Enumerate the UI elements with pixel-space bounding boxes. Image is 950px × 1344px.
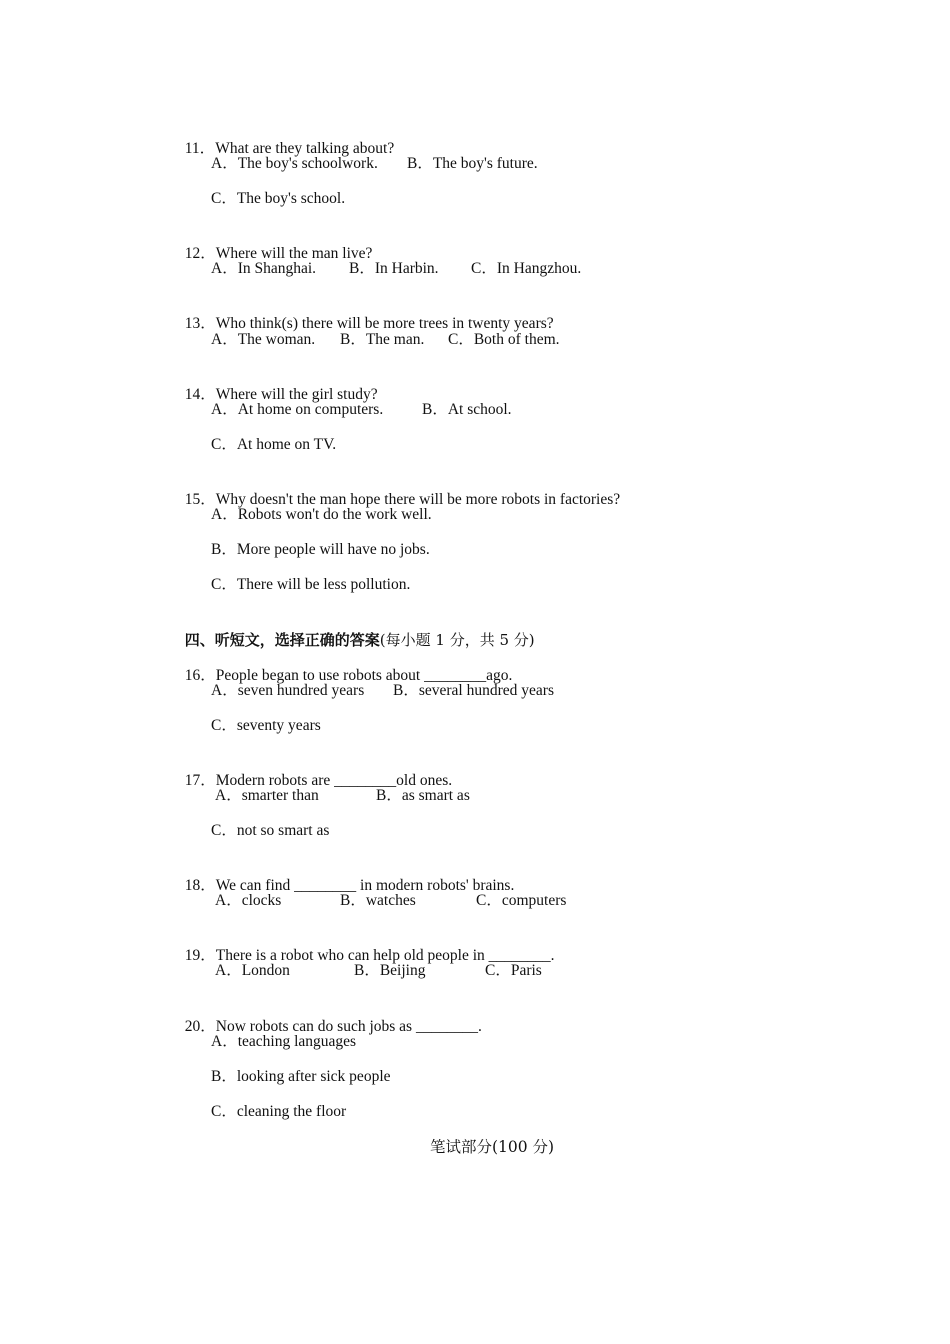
option-17-a: A．smarter than [215,787,319,804]
question-19 [177,926,555,966]
question-number: 11． [184,140,216,157]
option-12-c: C．In Hangzhou. [471,260,582,277]
question-12 [177,224,372,264]
option-12-a: A．In Shanghai. [211,260,317,277]
option-16-c: C．seventy years [211,717,321,734]
question-number: 16． [184,667,216,684]
question-text: Who think(s) there will be more trees in twenty years? [215,315,554,332]
option-17-c: C．not so smart as [211,822,330,839]
option-20-a: A．teaching languages [211,1033,357,1050]
question-number: 18． [184,877,216,894]
question-11 [177,119,394,159]
option-14-c: C．At home on TV. [211,436,337,453]
option-14-b: B．At school. [422,401,512,418]
question-text: Why doesn't the man hope there will be more robots in factories? [215,491,621,508]
question-number: 20． [184,1018,216,1035]
option-19-b: B．Beijing [354,962,426,979]
question-20 [177,997,482,1037]
option-15-a: A．Robots won't do the work well. [211,506,432,523]
question-number: 19． [184,947,216,964]
question-14 [177,365,378,405]
option-11-b: B．The boy's future. [407,155,538,172]
option-18-a: A．clocks [215,892,282,909]
option-16-b: B．several hundred years [393,682,554,699]
option-13-b: B．The man. [340,331,425,348]
section-title: 四、听短文，选择正确的答案 [184,631,380,649]
question-13 [177,294,554,334]
option-15-b: B．More people will have no jobs. [211,541,430,558]
written-part-title: 笔试部分(100 分) [430,1138,555,1156]
option-20-b: B．looking after sick people [211,1068,391,1085]
question-number: 12． [184,245,216,262]
option-17-b: B．as smart as [376,787,470,804]
section-score-note: (每小题 1 分，共 5 分) [379,631,535,649]
question-number: 17． [184,772,216,789]
section-heading [177,610,535,651]
option-20-c: C．cleaning the floor [211,1103,347,1120]
question-15 [177,470,620,510]
option-11-a: A．The boy's schoolwork. [211,155,378,172]
option-13-c: C．Both of them. [448,331,560,348]
question-text: Where will the man live? [215,245,373,262]
question-text: We can find ________ in modern robots' brains. [215,877,515,894]
option-16-a: A．seven hundred years [211,682,365,699]
question-text: What are they talking about? [215,140,395,157]
question-text: Now robots can do such jobs as ________. [215,1018,482,1035]
question-text: People began to use robots about ________ago. [215,667,513,684]
question-text: Where will the girl study? [215,386,378,403]
question-17 [177,751,452,791]
option-12-b: B．In Harbin. [349,260,439,277]
question-number: 15． [184,491,216,508]
question-18 [177,856,514,896]
question-text: There is a robot who can help old people in ________. [215,947,555,964]
question-text: Modern robots are ________old ones. [215,772,453,789]
option-18-c: C．computers [476,892,567,909]
option-15-c: C．There will be less pollution. [211,576,411,593]
option-11-c: C．The boy's school. [211,190,346,207]
option-14-a: A．At home on computers. [211,401,384,418]
option-19-c: C．Paris [485,962,542,979]
option-13-a: A．The woman. [211,331,316,348]
option-18-b: B．watches [340,892,416,909]
question-number: 13． [184,315,216,332]
question-16 [177,646,512,686]
option-19-a: A．London [215,962,290,979]
question-number: 14． [184,386,216,403]
